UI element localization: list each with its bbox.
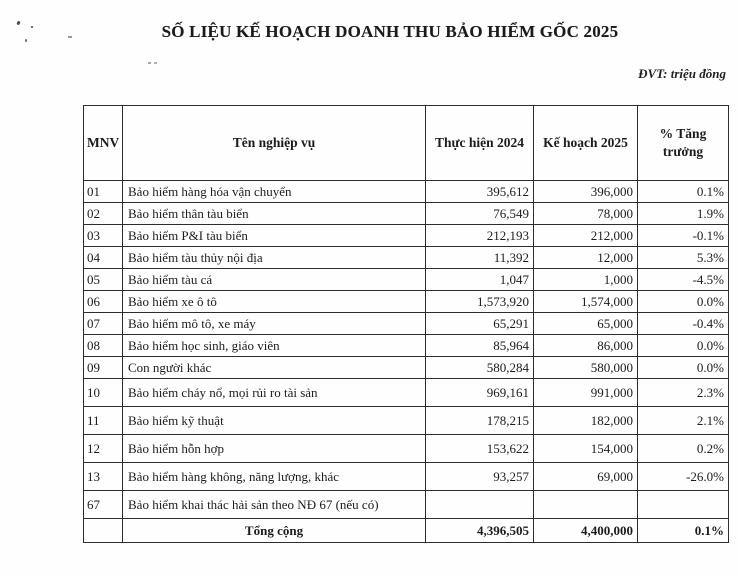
row-name: Bảo hiểm mô tô, xe máy [123, 313, 426, 335]
row-plan-2025: 1,000 [534, 269, 638, 291]
row-growth: -26.0% [638, 463, 729, 491]
row-actual-2024: 11,392 [426, 247, 534, 269]
row-plan-2025: 86,000 [534, 335, 638, 357]
row-growth: 0.0% [638, 335, 729, 357]
row-name: Bảo hiểm thân tàu biển [123, 203, 426, 225]
header-code: MNV [84, 106, 123, 181]
table-row [84, 491, 729, 519]
row-actual-2024: 580,284 [426, 357, 534, 379]
table-row [84, 225, 729, 247]
table-row [84, 269, 729, 291]
table-row [84, 435, 729, 463]
table-row [84, 407, 729, 435]
row-plan-2025: 65,000 [534, 313, 638, 335]
row-growth: 0.1% [638, 181, 729, 203]
table-row [84, 463, 729, 491]
row-name: Bảo hiểm hàng không, năng lượng, khác [123, 463, 426, 491]
row-code: 12 [84, 435, 123, 463]
row-name: Bảo hiểm tàu cá [123, 269, 426, 291]
total-code-cell [84, 519, 123, 543]
row-growth: 5.3% [638, 247, 729, 269]
row-name: Bảo hiểm khai thác hải sản theo NĐ 67 (nếu có) [123, 491, 426, 519]
row-name: Bảo hiểm kỹ thuật [123, 407, 426, 435]
row-name: Bảo hiểm cháy nổ, mọi rủi ro tài sản [123, 379, 426, 407]
row-name: Bảo hiểm P&I tàu biển [123, 225, 426, 247]
header-actual-2024: Thực hiện 2024 [426, 106, 534, 181]
row-name: Bảo hiểm xe ô tô [123, 291, 426, 313]
row-plan-2025: 212,000 [534, 225, 638, 247]
row-name: Con người khác [123, 357, 426, 379]
row-actual-2024: 178,215 [426, 407, 534, 435]
header-plan-2025: Kế hoạch 2025 [534, 106, 638, 181]
row-actual-2024: 1,047 [426, 269, 534, 291]
row-actual-2024: 85,964 [426, 335, 534, 357]
row-actual-2024 [426, 491, 534, 519]
row-actual-2024: 212,193 [426, 225, 534, 247]
row-name: Bảo hiểm hỗn hợp [123, 435, 426, 463]
row-plan-2025: 396,000 [534, 181, 638, 203]
row-actual-2024: 76,549 [426, 203, 534, 225]
row-code: 06 [84, 291, 123, 313]
row-name: Bảo hiểm học sinh, giáo viên [123, 335, 426, 357]
row-plan-2025: 69,000 [534, 463, 638, 491]
row-growth: 0.0% [638, 357, 729, 379]
row-code: 04 [84, 247, 123, 269]
row-growth: 0.0% [638, 291, 729, 313]
row-plan-2025 [534, 491, 638, 519]
row-growth: 2.3% [638, 379, 729, 407]
row-code: 11 [84, 407, 123, 435]
row-actual-2024: 65,291 [426, 313, 534, 335]
row-code: 02 [84, 203, 123, 225]
table-header-row [84, 106, 729, 181]
row-plan-2025: 991,000 [534, 379, 638, 407]
row-code: 03 [84, 225, 123, 247]
row-name: Bảo hiểm tàu thủy nội địa [123, 247, 426, 269]
row-growth: 2.1% [638, 407, 729, 435]
row-growth: 0.2% [638, 435, 729, 463]
row-code: 09 [84, 357, 123, 379]
table-row [84, 203, 729, 225]
scan-speck-icon [154, 62, 157, 64]
total-plan-2025: 4,400,000 [534, 519, 638, 543]
row-code: 10 [84, 379, 123, 407]
row-code: 13 [84, 463, 123, 491]
row-actual-2024: 395,612 [426, 181, 534, 203]
total-actual-2024: 4,396,505 [426, 519, 534, 543]
scan-speck-icon [148, 62, 151, 64]
row-name: Bảo hiểm hàng hóa vận chuyển [123, 181, 426, 203]
total-label: Tổng cộng [123, 519, 426, 543]
row-plan-2025: 12,000 [534, 247, 638, 269]
row-growth [638, 491, 729, 519]
row-plan-2025: 78,000 [534, 203, 638, 225]
total-growth: 0.1% [638, 519, 729, 543]
table-row [84, 247, 729, 269]
row-code: 01 [84, 181, 123, 203]
row-actual-2024: 1,573,920 [426, 291, 534, 313]
table-row [84, 313, 729, 335]
row-plan-2025: 1,574,000 [534, 291, 638, 313]
row-actual-2024: 969,161 [426, 379, 534, 407]
row-growth: -0.4% [638, 313, 729, 335]
row-code: 67 [84, 491, 123, 519]
row-actual-2024: 93,257 [426, 463, 534, 491]
table-total-row [84, 519, 729, 543]
row-plan-2025: 580,000 [534, 357, 638, 379]
row-actual-2024: 153,622 [426, 435, 534, 463]
row-growth: 1.9% [638, 203, 729, 225]
page-title: SỐ LIỆU KẾ HOẠCH DOANH THU BẢO HIỂM GỐC 2025 [161, 22, 619, 41]
row-growth: -4.5% [638, 269, 729, 291]
row-plan-2025: 182,000 [534, 407, 638, 435]
row-plan-2025: 154,000 [534, 435, 638, 463]
table-row [84, 335, 729, 357]
revenue-plan-table [83, 105, 729, 543]
header-growth: % Tăng trưởng [638, 106, 729, 181]
row-code: 08 [84, 335, 123, 357]
table-row [84, 357, 729, 379]
table-row [84, 379, 729, 407]
row-growth: -0.1% [638, 225, 729, 247]
row-code: 07 [84, 313, 123, 335]
row-code: 05 [84, 269, 123, 291]
header-name: Tên nghiệp vụ [123, 106, 426, 181]
unit-note: ĐVT: triệu đồng [638, 66, 726, 81]
table-row [84, 181, 729, 203]
table-row [84, 291, 729, 313]
